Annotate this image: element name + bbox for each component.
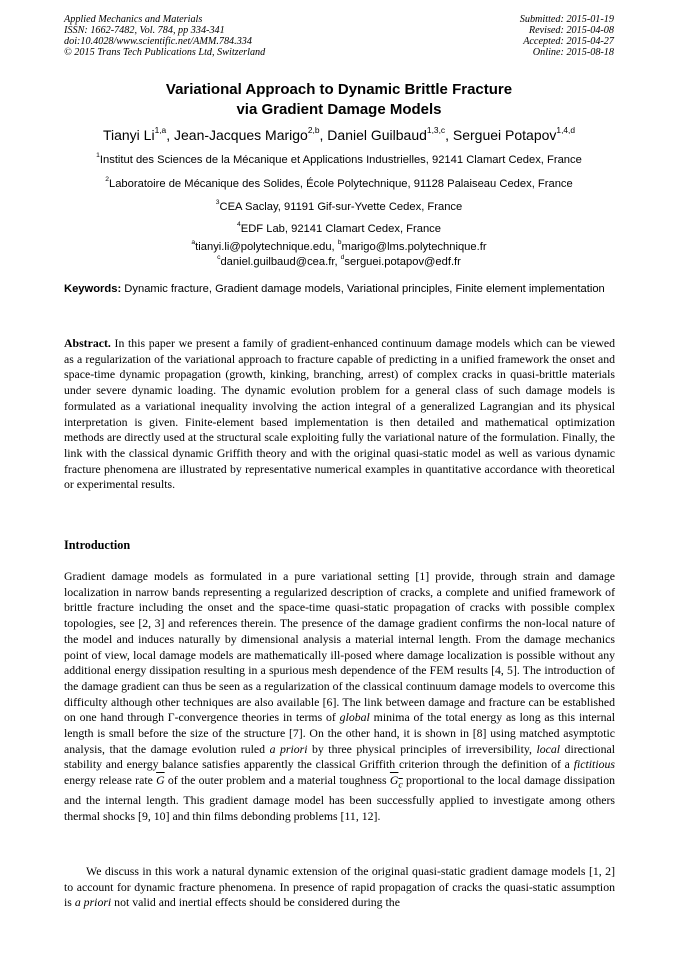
email-a[interactable]: tianyi.li@polytechnique.edu, bbox=[195, 241, 338, 253]
keywords-label: Keywords: bbox=[64, 283, 122, 295]
paper-title bbox=[0, 80, 678, 120]
email-sup: b bbox=[337, 239, 342, 247]
author-sup: 2,b bbox=[307, 125, 320, 136]
author-list: Tianyi Li$^{1,a}$, Jean-Jacques Marigo$^{2,b}$, Daniel Guilbaud$^{1,3,c}$, Serguei Potapov$^{1,4,d}$ bbox=[102, 125, 576, 143]
text-run: energy release rate bbox=[64, 773, 157, 788]
symbol-gc: G bbox=[389, 773, 399, 788]
affiliation bbox=[0, 153, 678, 167]
journal-header bbox=[64, 14, 265, 58]
date-submitted: Submitted: 2015-01-19 bbox=[519, 14, 614, 25]
email-sup: d bbox=[340, 254, 345, 262]
email-c[interactable]: daniel.guilbaud@cea.fr, bbox=[220, 256, 341, 268]
text-run: fictitious bbox=[573, 757, 615, 772]
keywords-text: Dynamic fracture, Gradient damage models, Variational principles, Finite element implementation bbox=[121, 283, 605, 295]
author-name: Daniel Guilbaud bbox=[327, 127, 427, 143]
email-sup: c bbox=[217, 254, 221, 262]
introduction-paragraph-2 bbox=[64, 864, 615, 911]
text-run: a priori bbox=[269, 741, 308, 756]
author-sup: 1,4,d bbox=[556, 125, 576, 136]
section-heading-introduction: Introduction bbox=[64, 538, 131, 552]
email-block bbox=[0, 240, 678, 270]
symbol-g-bar: $\overline{G}$ bbox=[156, 773, 165, 788]
affiliation-sup: 3 bbox=[215, 199, 220, 207]
title-line-1: Variational Approach to Dynamic Brittle Fracture bbox=[165, 81, 513, 98]
symbol-gc-bar bbox=[389, 773, 403, 791]
text-run: Gradient damage models as formulated in a pure variational setting [1] provide, through strain and damage localization in narrow bands representing a regularized description of cracks, a complete and unified framework of brittle fracture including the onset and the space-time quasi-static propagation of cracks with possible complex topologies, see [2, 3] and references therein. The presence of the damage gradient confirms the non-local nature of the model and induces naturally by dimensional analysis a material internal length. From the damage mechanics point of view, local damage models are mathematically ill-posed where damage localization is possible without any additional energy dissipation resulting in a spurious mesh dependence of the FEM results [4, 5]. The introduction of the damage gradient can thus be seen as a regularization of the classical continuum damage models to overcome this difficulty although other techniques are also available [6]. The link between damage and fracture can be established on one hand through Γ-convergence theories in terms of bbox=[64, 569, 615, 725]
affiliation bbox=[0, 222, 678, 236]
text-run: directional stability and energy balance satisfies apparently the classical Griffith criterion through the definition of a bbox=[64, 741, 615, 772]
affiliation bbox=[0, 177, 678, 191]
journal-issn: ISSN: 1662-7482, Vol. 784, pp 334-341 bbox=[64, 25, 225, 36]
affiliation-text: CEA Saclay, 91191 Gif-sur-Yvette Cedex, France bbox=[219, 201, 463, 213]
keywords bbox=[64, 282, 614, 297]
affiliation-sup: 1 bbox=[96, 152, 100, 160]
text-run: We discuss in this work a natural dynamic extension of the original quasi-static gradient damage models [1, 2] to account for dynamic fracture phenomena. In presence of rapid propagation of cracks the quasi-static assumption is bbox=[64, 864, 615, 910]
date-revised: Revised: 2015-04-08 bbox=[528, 25, 614, 36]
email-d[interactable]: serguei.potapov@edf.fr bbox=[344, 256, 461, 268]
dates-header bbox=[520, 14, 614, 58]
abstract-text: In this paper we present a family of gradient-enhanced continuum damage models which can be viewed as a regularization of the variational approach to fracture capable of predicting in a unified framework the onset and space-time dynamic propagation (growth, kinking, branching, arrest) of complex cracks in quasi-brittle materials under severe dynamic loading. The dynamic evolution problem for a general class of such damage models is formulated as a variational inequality involving the action integral of a generalized Lagrangian and its physical interpretation is given. Finite-element based implementation is then detailed and mathematical optimization methods are directly used at the structural scale exploiting fully the variational nature of the formulation. Finally, the link with the classical dynamic Griffith theory and with the original quasi-static model as well as various dynamic fracture phenomena are illustrated by representative numerical examples in quantitative accordance with theoretical or experimental results. bbox=[64, 336, 615, 492]
journal-copyright: © 2015 Trans Tech Publications Ltd, Switzerland bbox=[64, 47, 266, 58]
journal-name: Applied Mechanics and Materials bbox=[64, 14, 203, 25]
text-run: of the outer problem and a material toughness bbox=[164, 773, 390, 788]
affiliation-sup: 4 bbox=[237, 221, 241, 229]
title-line-2: via Gradient Damage Models bbox=[236, 101, 442, 118]
author-name: Jean-Jacques Marigo bbox=[174, 127, 308, 143]
text-run: local bbox=[536, 741, 561, 756]
text-run: a priori bbox=[74, 895, 112, 910]
email-sup: a bbox=[191, 239, 196, 247]
affiliation-text: EDF Lab, 92141 Clamart Cedex, France bbox=[240, 223, 441, 235]
abstract bbox=[64, 336, 615, 493]
date-online: Online: 2015-08-18 bbox=[532, 47, 614, 58]
author-name: Tianyi Li bbox=[102, 127, 155, 143]
author-sup: 1,a bbox=[154, 125, 167, 136]
email-b[interactable]: marigo@lms.polytechnique.fr bbox=[341, 241, 487, 253]
text-run: proportional to the local damage dissipation and the internal length. This gradient damage model has been successfully applied to investigate among others thermal shocks [9, 10] and thin films debonding problems [11, 12]. bbox=[64, 773, 616, 823]
introduction-paragraph-1 bbox=[64, 569, 615, 825]
text-run: by three physical principles of irreversibility, bbox=[307, 741, 537, 756]
text-run: not valid and inertial effects should be considered during the bbox=[111, 895, 400, 910]
symbol-gc-sub: c bbox=[398, 779, 403, 791]
affiliation-sup: 2 bbox=[105, 176, 109, 184]
affiliation-text: Institut des Sciences de la Mécanique et Applications Industrielles, 92141 Clamart Cedex, France bbox=[99, 154, 582, 166]
text-run: minima of the total energy as long as this internal length is small before the size of the structure [7]. On the other hand, it is shown in [8] using matched asymptotic analysis, that the damage evolution ruled bbox=[64, 710, 616, 756]
date-accepted: Accepted: 2015-04-27 bbox=[523, 36, 614, 47]
text-run: global bbox=[339, 710, 370, 725]
affiliation-text: Laboratoire de Mécanique des Solides, École Polytechnique, 91128 Palaiseau Cedex, France bbox=[108, 178, 573, 190]
affiliation bbox=[0, 200, 678, 214]
author-name: Serguei Potapov bbox=[452, 127, 557, 143]
journal-doi: doi:10.4028/www.scientific.net/AMM.784.334 bbox=[64, 36, 252, 47]
author-sup: 1,3,c bbox=[426, 125, 446, 136]
abstract-label: Abstract. bbox=[64, 336, 111, 350]
